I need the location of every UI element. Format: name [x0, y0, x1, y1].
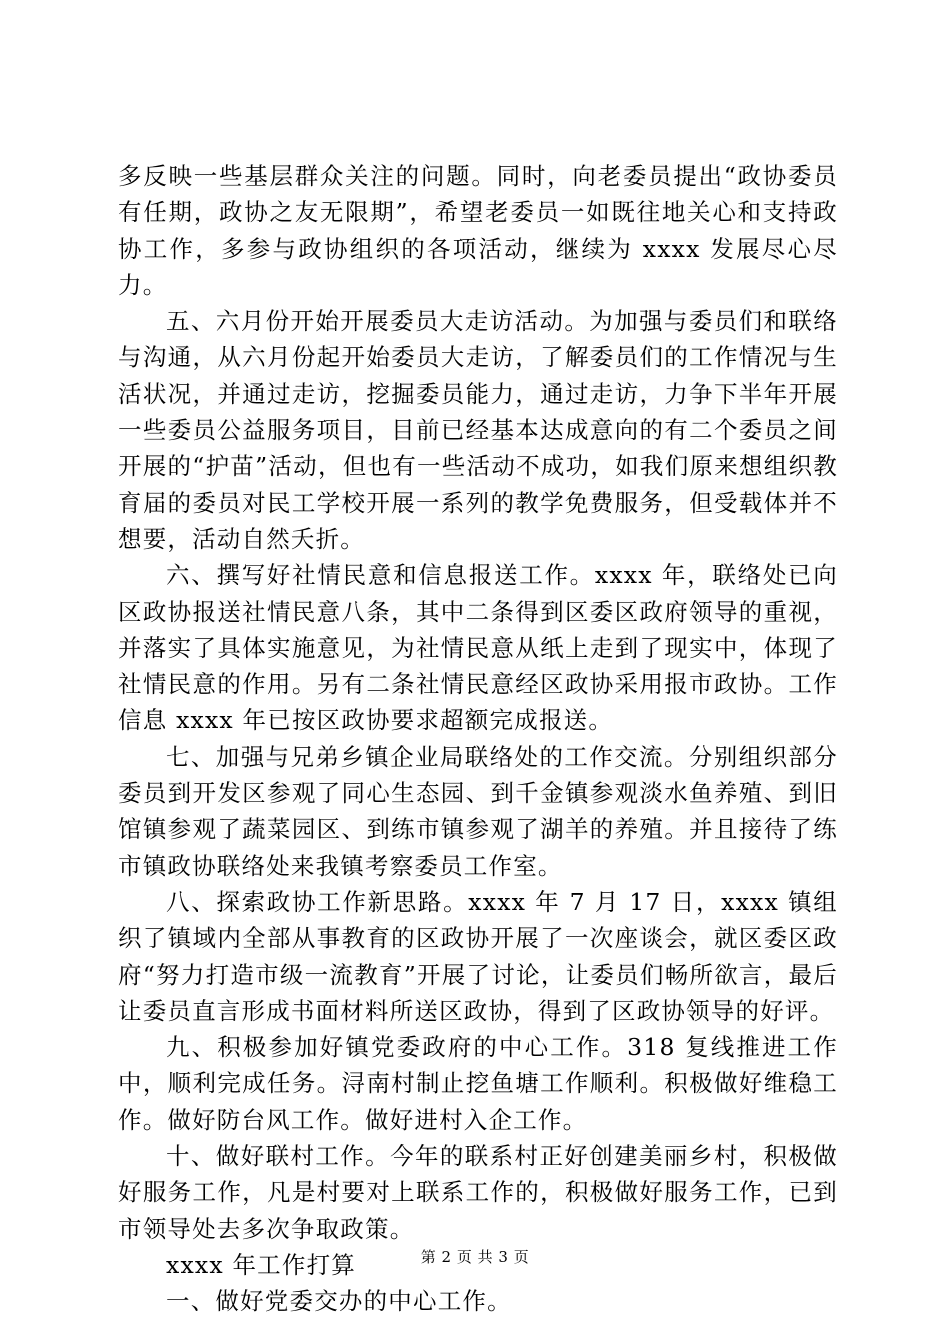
- paragraph-continuation: 多反映一些基层群众关注的问题。同时，向老委员提出“政协委员有任期，政协之友无限期”，希望老委员一如既往地关心和支持政协工作，多参与政协组织的各项活动，继续为 xxxx 发展尽心尽力。: [118, 162, 838, 299]
- paragraph-item-7: 七、加强与兄弟乡镇企业局联络处的工作交流。分别组织部分委员到开发区参观了同心生态园、到千金镇参观淡水鱼养殖、到旧馆镇参观了蔬菜园区、到练市镇参观了湖羊的养殖。并且接待了练市镇政协联络处来我镇考察委员工作室。: [118, 742, 838, 880]
- paragraph-plan-item-1: 一、做好党委交办的中心工作。: [166, 1287, 512, 1316]
- paragraph-item-6: 六、撰写好社情民意和信息报送工作。xxxx 年，联络处已向区政协报送社情民意八条，其中二条得到区委区政府领导的重视，并落实了具体实施意见，为社情民意从纸上走到了现实中，体现了社情民意的作用。另有二条社情民意经区政协采用报市政协。工作信息 xxxx 年已按区政协要求超额完成报送。: [118, 561, 838, 735]
- page-number-footer: 第 2 页 共 3 页: [420, 1248, 530, 1266]
- paragraph-item-9: 九、积极参加好镇党委政府的中心工作。318 复线推进工作中，顺利完成任务。浔南村制止挖鱼塘工作顺利。积极做好维稳工作。做好防台风工作。做好进村入企工作。: [118, 1033, 838, 1134]
- paragraph-item-5: 五、六月份开始开展委员大走访活动。为加强与委员们和联络与沟通，从六月份起开始委员大走访，了解委员们的工作情况与生活状况，并通过走访，挖掘委员能力，通过走访，力争下半年开展一些委员公益服务项目，目前已经基本达成意向的有二个委员之间开展的“护苗”活动，但也有一些活动不成功，如我们原来想组织教育届的委员对民工学校开展一系列的教学免费服务，但受载体并不想要，活动自然夭折。: [118, 307, 838, 553]
- paragraph-item-8: 八、探索政协工作新思路。xxxx 年 7 月 17 日，xxxx 镇组织了镇域内全部从事教育的区政协开展了一次座谈会，就区委区政府“努力打造市级一流教育”开展了讨论，让委员们畅所欲言，最后让委员直言形成书面材料所送区政协，得到了区政协领导的好评。: [118, 887, 838, 1025]
- document-body: [118, 158, 838, 1320]
- section-heading-plan: xxxx 年工作打算: [166, 1250, 356, 1279]
- paragraph-item-10: 十、做好联村工作。今年的联系村正好创建美丽乡村，积极做好服务工作，凡是村要对上联系工作的，积极做好服务工作，已到市领导处去多次争取政策。: [118, 1142, 838, 1243]
